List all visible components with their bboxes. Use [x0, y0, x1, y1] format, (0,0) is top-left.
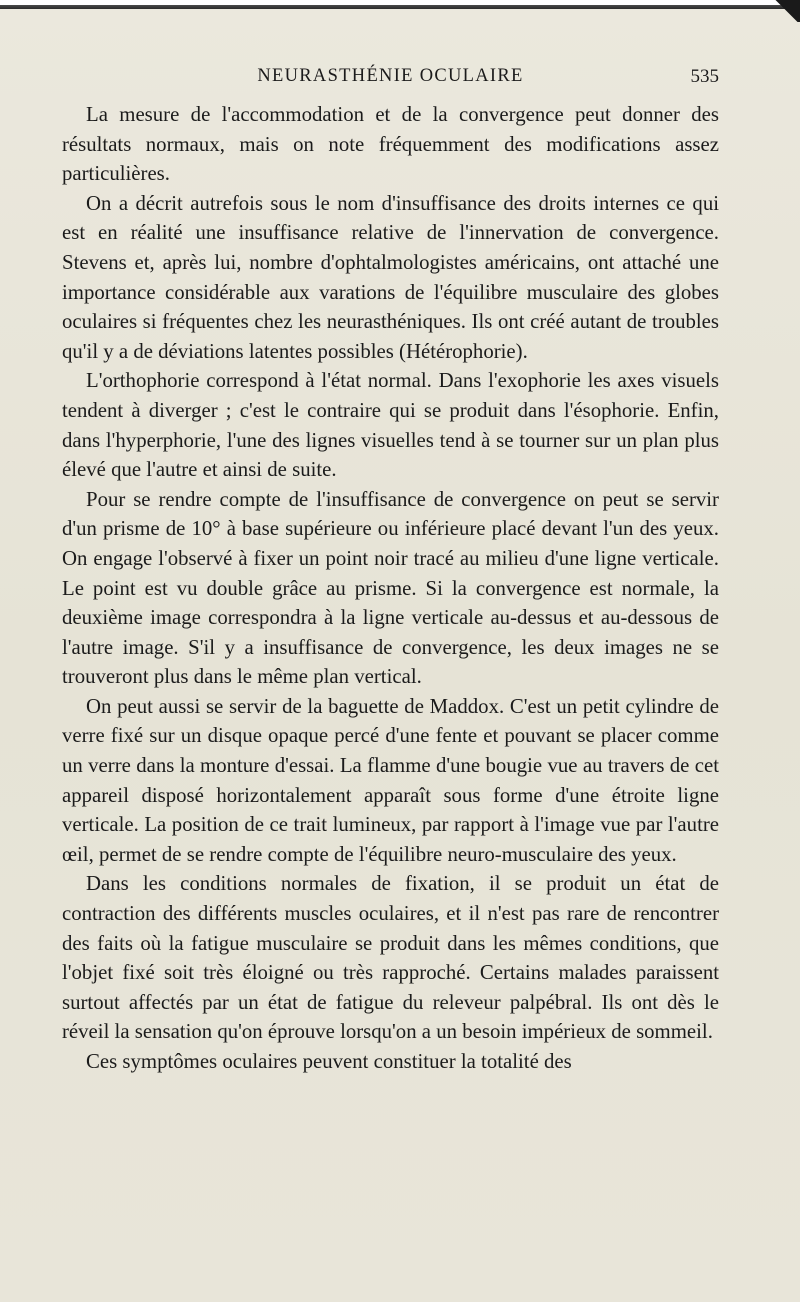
running-header [62, 66, 719, 90]
paragraph: L'orthophorie correspond à l'état normal. Dans l'exophorie les axes visuels tendent à diverger ; c'est le contraire qui se produit dans l'ésophorie. Enfin, dans l'hyperphorie, l'une des lignes visuelles tend à se tourner sur un plan plus élevé que l'autre et ainsi de suite. [62, 369, 719, 482]
body-text [62, 100, 719, 1077]
paragraph: Ces symptômes oculaires peuvent constituer la totalité des [86, 1050, 572, 1073]
paragraph: Dans les conditions normales de fixation, il se produit un état de contraction des différents muscles oculaires, et il n'est pas rare de rencontrer des faits où la fatigue musculaire se produit dans les mêmes conditions, que l'objet fixé soit très éloigné ou très rapproché. Certains malades paraissent surtout affectés par un état de fatigue du releveur palpébral. Ils ont dès le réveil la sensation qu'on éprouve lorsqu'on a un besoin impérieux de sommeil. [62, 872, 719, 1044]
page-top-edge [0, 0, 800, 9]
paragraph: On peut aussi se servir de la baguette de Maddox. C'est un petit cylindre de verre fixé sur un disque opaque percé d'une fente et pouvant se placer comme un verre dans la monture d'essai. La flamme d'une bougie vue au travers de cet appareil disposé horizontalement apparaît sous forme d'une étroite ligne verticale. La position de ce trait lumineux, par rapport à l'image vue par l'autre œil, permet de se rendre compte de l'équilibre neuro-musculaire des yeux. [62, 694, 719, 866]
page-number: 535 [690, 66, 719, 87]
running-title: NEURASTHÉNIE OCULAIRE [257, 66, 524, 86]
paragraph: Pour se rendre compte de l'insuffisance de convergence on peut se servir d'un prisme de 10° à base supérieure ou inférieure placé devant l'un des yeux. On engage l'observé à fixer un point noir tracé au milieu d'une ligne verticale. Le point est vu double grâce au prisme. Si la convergence est normale, la deuxième image correspondra à la ligne verticale au-dessus et au-dessous de l'autre image. S'il y a insuffisance de convergence, les deux images ne se trouveront plus dans le même plan vertical. [62, 487, 719, 689]
page-corner-fold [774, 0, 800, 22]
paragraph: La mesure de l'accommodation et de la convergence peut donner des résultats normaux, mais on note fréquemment des modifications assez particulières. [62, 103, 719, 186]
paragraph: On a décrit autrefois sous le nom d'insuffisance des droits internes ce qui est en réalité une insuffisance relative de l'innervation de convergence. Stevens et, après lui, nombre d'ophtalmologistes américains, ont attaché une importance considérable aux varations de l'équilibre musculaire des globes oculaires si fréquentes chez les neurasthéniques. Ils ont créé autant de troubles qu'il y a de déviations latentes possibles (Hétérophorie). [62, 191, 719, 363]
